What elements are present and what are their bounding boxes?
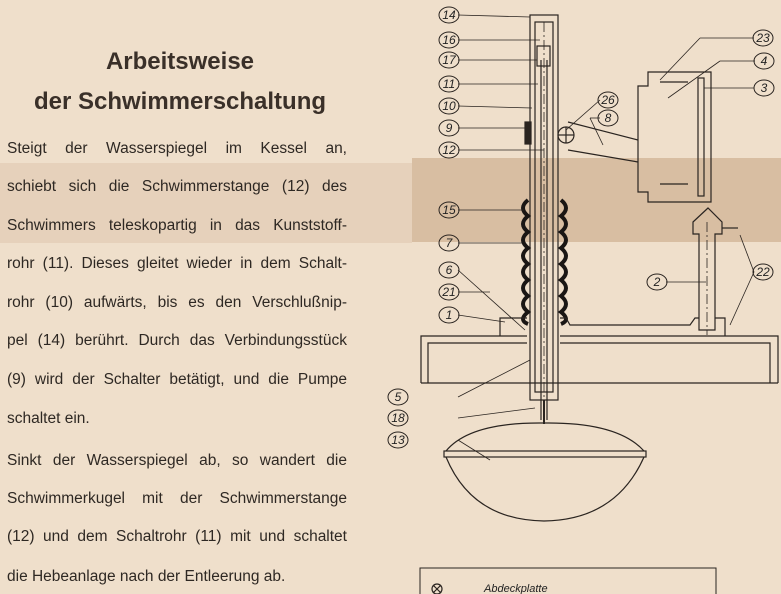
bracket-3 — [698, 78, 704, 196]
cover-plate-inset — [420, 568, 716, 594]
part-label-26: 26 — [601, 93, 615, 107]
body-line: Sinkt der Wasserspiegel ab, so wandert die — [7, 452, 347, 469]
part-label-9: 9 — [445, 121, 453, 135]
part-label-13: 13 — [391, 433, 405, 447]
float-ball — [444, 400, 646, 521]
connector-9 — [525, 122, 531, 144]
body-line: pel (14) berührt. Durch das Verbindungsstück — [7, 332, 347, 349]
part-label-14: 14 — [442, 8, 456, 22]
support-post — [693, 208, 738, 335]
body-line: rohr (10) aufwärts, bis es den Verschlußnip- — [7, 294, 347, 311]
arm-8 — [568, 122, 638, 162]
part-label-5: 5 — [394, 390, 402, 404]
body-line: Schwimmerkugel mit der Schwimmerstange — [7, 490, 347, 507]
part-label-18: 18 — [391, 411, 405, 425]
part-label-10: 10 — [442, 99, 456, 113]
switch-tube — [530, 15, 558, 423]
heading-line-1: Arbeitsweise — [105, 48, 255, 75]
part-label-3: 3 — [760, 81, 768, 95]
part-label-16: 16 — [442, 33, 456, 47]
part-label-7: 7 — [445, 236, 453, 250]
cover-plate — [421, 318, 778, 383]
part-label-21: 21 — [442, 285, 456, 299]
part-label-8: 8 — [604, 111, 612, 125]
cover-plate-label: Abdeckplatte — [484, 583, 548, 594]
part-label-23: 23 — [756, 31, 770, 45]
body-line: (9) wird der Schalter betätigt, und die Pumpe — [7, 371, 347, 388]
part-label-11: 11 — [442, 77, 456, 91]
part-label-1: 1 — [445, 308, 453, 322]
part-label-17: 17 — [442, 53, 456, 67]
part-labels — [388, 7, 774, 448]
heading-line-2: der Schwimmerschaltung — [33, 88, 327, 115]
switch-housing — [638, 72, 711, 202]
body-line: die Hebeanlage nach der Entleerung ab. — [7, 568, 286, 585]
part-label-15: 15 — [442, 203, 456, 217]
part-label-12: 12 — [442, 143, 456, 157]
part-label-2: 2 — [653, 275, 661, 289]
body-line: (12) und dem Schaltrohr (11) mit und schaltet — [7, 528, 347, 545]
body-line: rohr (11). Dieses gleitet wieder in dem Schalt- — [7, 255, 347, 272]
part-label-4: 4 — [760, 54, 768, 68]
body-line: schiebt sich die Schwimmerstange (12) des — [7, 178, 347, 195]
body-line: Steigt der Wasserspiegel im Kessel an, — [7, 140, 347, 157]
body-line: Schwimmers teleskopartig in das Kunststoff- — [7, 217, 347, 234]
body-line: schaltet ein. — [7, 410, 90, 427]
part-label-22: 22 — [756, 265, 770, 279]
part-label-6: 6 — [445, 263, 453, 277]
